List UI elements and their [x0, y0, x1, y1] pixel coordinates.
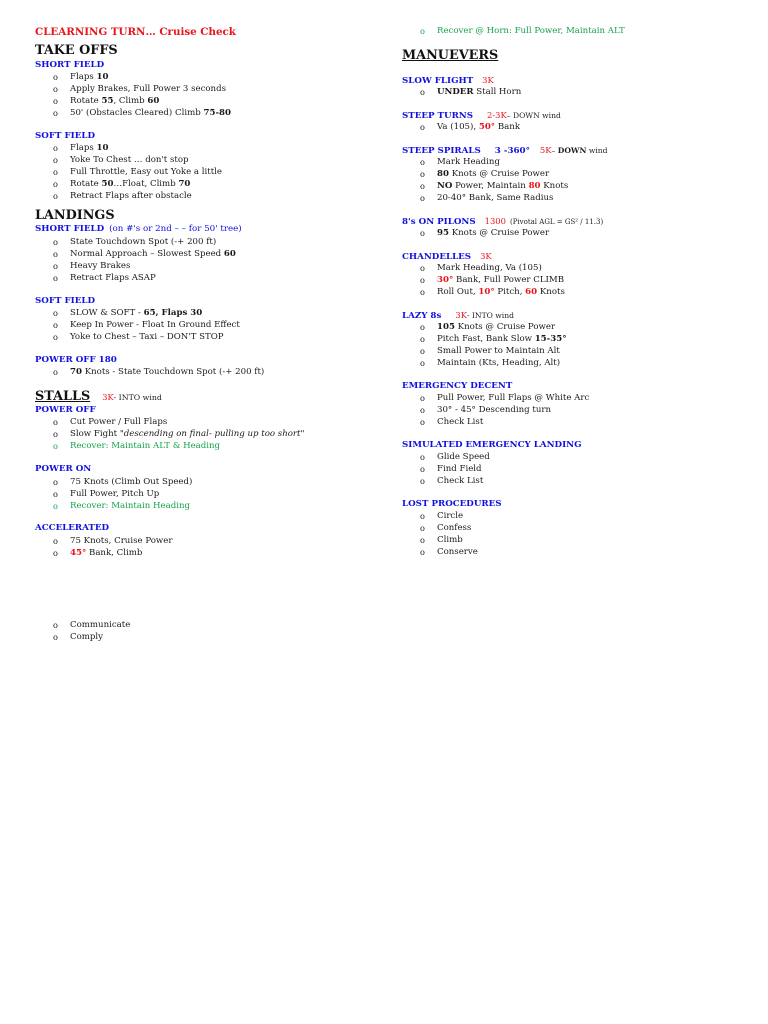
item-text-segment: 10 — [96, 143, 109, 153]
bullet-icon: o — [420, 287, 425, 297]
bullet-icon: o — [420, 181, 425, 191]
item-text-segment: 95 — [437, 228, 449, 238]
list-item — [35, 142, 380, 154]
accelerated-stall-list — [35, 535, 380, 559]
item-text-segment: Knots — [537, 287, 565, 297]
list-item — [35, 190, 380, 202]
takeoff-soft-field-label: SOFT FIELD — [35, 131, 95, 141]
bullet-icon: o — [420, 228, 425, 238]
bullet-icon: o — [53, 237, 58, 247]
accelerated-stall-label: ACCELERATED — [35, 523, 110, 533]
bullet-icon: o — [420, 417, 425, 427]
list-item — [402, 286, 752, 298]
item-text-segment: Comply — [70, 632, 104, 642]
item-text-segment: Communicate — [70, 620, 131, 630]
bullet-icon: o — [53, 548, 58, 558]
slow-flight-list — [402, 86, 752, 98]
lost-procedures-label: LOST PROCEDURES — [402, 499, 502, 509]
list-item — [35, 178, 380, 190]
list-item — [402, 392, 752, 404]
item-text-segment: Small Power to Maintain Alt — [437, 346, 560, 356]
list-item — [402, 357, 752, 369]
item-text-segment: 75 Knots (Climb Out Speed) — [70, 477, 193, 487]
list-item — [402, 333, 752, 345]
list-item — [35, 619, 380, 631]
item-text-segment: 65, Flaps 30 — [143, 308, 203, 318]
item-text-segment: Rotate — [70, 96, 102, 106]
item-text-segment: Cut Power / Full Flaps — [70, 417, 168, 427]
list-item — [35, 166, 380, 178]
item-text-segment: 70 — [178, 179, 191, 189]
chandelles-label: CHANDELLES 3K — [402, 251, 492, 262]
list-item — [402, 546, 752, 558]
bullet-icon: o — [53, 84, 58, 94]
stalls-altitude-tag: 3K — [102, 392, 114, 402]
item-text-segment: 10 — [96, 72, 109, 82]
item-text-segment: Knots @ Cruise Power — [448, 169, 550, 179]
bullet-icon: o — [420, 523, 425, 533]
item-text-segment: 75 Knots, Cruise Power — [70, 536, 173, 546]
item-text-segment: Recover: Maintain ALT & Heading — [70, 441, 221, 451]
item-text-segment: , Climb — [113, 96, 148, 106]
list-item — [402, 156, 752, 168]
stalls-heading: STALLS — [35, 389, 91, 404]
item-text-segment: NO — [437, 181, 453, 191]
item-text-segment: 55 — [101, 96, 114, 106]
lazy8s-wind-note: - INTO wind — [466, 311, 514, 320]
steep-spirals-tag: 5K — [539, 145, 552, 155]
item-text-segment: 15-35° — [534, 334, 567, 344]
maneuvers-heading: MANUEVERS — [402, 48, 499, 63]
bullet-icon: o — [53, 441, 58, 451]
list-item — [35, 83, 380, 95]
list-item — [35, 488, 380, 500]
bullet-icon: o — [53, 72, 58, 82]
item-text-segment: Glide Speed — [437, 452, 490, 462]
bullet-icon: o — [53, 96, 58, 106]
item-text-segment: State Touchdown Spot (-+ 200 ft) — [70, 237, 217, 247]
lazy8s-list — [402, 321, 752, 369]
item-text-segment: Pull Power, Full Flaps @ White Arc — [437, 393, 590, 403]
item-text-segment: 45° — [70, 548, 87, 558]
item-text-segment: Flaps — [70, 143, 97, 153]
item-text-segment: Check List — [437, 417, 484, 427]
sim-emergency-label: SIMULATED EMERGENCY LANDING — [402, 440, 582, 450]
item-text-segment: 20-40° Bank, Same Radius — [437, 193, 554, 203]
item-text-segment: Conserve — [437, 547, 478, 557]
item-text-segment: Confess — [437, 523, 472, 533]
sim-emergency-list — [402, 451, 752, 487]
item-text-segment: 60 — [525, 287, 538, 297]
steep-turns-list — [402, 121, 752, 133]
item-text-segment: 60 — [147, 96, 160, 106]
item-text-segment: 60 — [223, 249, 236, 259]
steep-turns-label: STEEP TURNS 2-3K – DOWN wind — [402, 110, 561, 121]
bullet-icon: o — [53, 167, 58, 177]
list-item — [35, 547, 380, 559]
list-item — [35, 440, 380, 452]
item-text-segment: Mark Heading — [437, 157, 500, 167]
bullet-icon: o — [53, 501, 58, 511]
item-text-segment: 30° - 45° Descending turn — [437, 405, 552, 415]
item-text-segment: Check List — [437, 476, 484, 486]
bullet-icon: o — [420, 476, 425, 486]
bullet-icon: o — [420, 157, 425, 167]
bullet-icon: o — [53, 477, 58, 487]
bullet-icon: o — [53, 273, 58, 283]
bullet-icon: o — [53, 143, 58, 153]
list-item — [402, 416, 752, 428]
stalls-heading-row — [35, 390, 380, 404]
list-item — [402, 86, 752, 98]
bullet-icon: o — [420, 547, 425, 557]
slow-flight-label: SLOW FLIGHT 3K — [402, 75, 494, 86]
stall-power-on-label: POWER ON — [35, 464, 92, 474]
stall-power-off-list — [35, 416, 380, 452]
list-item — [402, 192, 752, 204]
item-text-segment: …Float, Climb — [113, 179, 179, 189]
list-item — [402, 321, 752, 333]
list-item — [35, 248, 380, 260]
slow-flight-tag: 3K — [482, 75, 494, 85]
item-text-segment: 80 — [528, 181, 541, 191]
steep-spirals-degrees: 3 -360° — [494, 146, 530, 156]
item-text-segment: Yoke to Chest – Taxi – DON'T STOP — [70, 332, 224, 342]
item-text-segment: 30° — [437, 275, 454, 285]
item-text-segment: Normal Approach – Slowest Speed — [70, 249, 224, 259]
item-text-segment: Find Field — [437, 464, 482, 474]
item-text-segment: Bank, Climb — [86, 548, 143, 558]
steep-spirals-wind-note: – DOWN wind — [551, 146, 608, 155]
list-item — [35, 500, 380, 512]
list-item — [35, 71, 380, 83]
takeoffs-heading: TAKE OFFS — [35, 43, 118, 58]
list-item — [402, 25, 752, 37]
item-text-segment: 105 — [437, 322, 455, 332]
bullet-icon: o — [420, 334, 425, 344]
bullet-icon: o — [420, 169, 425, 179]
list-item — [35, 416, 380, 428]
bullet-icon: o — [420, 452, 425, 462]
takeoff-short-field-list — [35, 71, 380, 119]
item-text-segment: Knots @ Cruise Power — [454, 322, 556, 332]
list-item — [402, 121, 752, 133]
list-item — [402, 475, 752, 487]
item-text-segment: 10° — [478, 287, 495, 297]
bullet-icon: o — [420, 393, 425, 403]
bullet-icon: o — [420, 26, 425, 36]
power-off-180-list — [35, 366, 380, 378]
bullet-icon: o — [53, 308, 58, 318]
item-text-segment: UNDER — [437, 87, 474, 97]
list-item — [35, 272, 380, 284]
item-text-segment: Rotate — [70, 179, 102, 189]
item-text-segment: 70 — [70, 367, 82, 377]
steep-turns-wind-note: – DOWN wind — [506, 111, 561, 120]
item-text-segment: Retract Flaps after obstacle — [70, 191, 192, 201]
bullet-icon: o — [53, 620, 58, 630]
bullet-icon: o — [53, 332, 58, 342]
item-text-segment: Va (105), — [437, 122, 479, 132]
list-item — [35, 428, 380, 440]
item-text-segment: Pitch, — [494, 287, 526, 297]
bullet-icon: o — [53, 320, 58, 330]
list-item — [402, 451, 752, 463]
bullet-icon: o — [53, 536, 58, 546]
landing-short-field-note: (on #'s or 2nd – – for 50' tree) — [109, 224, 242, 234]
bullet-icon: o — [420, 322, 425, 332]
recover-horn-list — [402, 25, 752, 37]
list-item — [402, 404, 752, 416]
bullet-icon: o — [53, 179, 58, 189]
list-item — [402, 510, 752, 522]
pilons-label: 8's ON PILONS 1300 (Pivotal AGL = GS² / 11.3) — [402, 216, 604, 227]
item-text-segment: SLOW & SOFT - — [70, 308, 144, 318]
item-text-segment: Climb — [437, 535, 463, 545]
bullet-icon: o — [53, 108, 58, 118]
stalls-wind-note: - INTO wind — [113, 393, 162, 402]
list-item — [402, 168, 752, 180]
bullet-icon: o — [420, 275, 425, 285]
list-item — [35, 476, 380, 488]
bullet-icon: o — [53, 367, 58, 377]
bullet-icon: o — [53, 249, 58, 259]
item-text-segment: Roll Out, — [437, 287, 479, 297]
stall-power-on-list — [35, 476, 380, 512]
bullet-icon: o — [420, 122, 425, 132]
item-text-segment: Stall Horn — [473, 87, 522, 97]
item-text-segment: Recover @ Horn: Full Power, Maintain ALT — [437, 26, 625, 36]
landing-soft-field-label: SOFT FIELD — [35, 296, 95, 306]
item-text-segment: Knots - State Touchdown Spot (-+ 200 ft) — [81, 367, 265, 377]
chandelles-list — [402, 262, 752, 298]
item-text-segment: Recover: Maintain Heading — [70, 501, 191, 511]
list-item — [35, 366, 380, 378]
bullet-icon: o — [420, 511, 425, 521]
list-item — [402, 463, 752, 475]
item-text-segment: Power, Maintain — [452, 181, 529, 191]
list-item — [35, 331, 380, 343]
pilons-list — [402, 227, 752, 239]
stall-power-off-label: POWER OFF — [35, 405, 96, 415]
item-text-segment: Knots — [540, 181, 569, 191]
bullet-icon: o — [53, 417, 58, 427]
takeoff-soft-field-list — [35, 142, 380, 202]
pilons-tag: 1300 — [484, 216, 506, 226]
item-text-segment: 50 — [101, 179, 114, 189]
bullet-icon: o — [53, 261, 58, 271]
emergency-decent-list — [402, 392, 752, 428]
landing-soft-field-list — [35, 307, 380, 343]
item-text-segment: Full Power, Pitch Up — [70, 489, 160, 499]
item-text-segment: Flaps — [70, 72, 97, 82]
list-item — [35, 95, 380, 107]
bottom-list — [35, 619, 380, 643]
list-item — [35, 307, 380, 319]
item-text-segment: Circle — [437, 511, 464, 521]
item-text-segment: Bank, Full Power CLIMB — [453, 275, 565, 285]
steep-turns-tag: 2-3K — [487, 110, 507, 120]
landings-heading: LANDINGS — [35, 208, 115, 223]
item-text-segment: Slow Fight — [70, 429, 120, 439]
item-text-segment: Full Throttle, Easy out Yoke a little — [70, 167, 222, 177]
bullet-icon: o — [420, 263, 425, 273]
bullet-icon: o — [420, 193, 425, 203]
item-text-segment: 80 — [437, 169, 449, 179]
pilons-note: (Pivotal AGL = GS² / 11.3) — [509, 218, 604, 226]
list-item — [35, 260, 380, 272]
list-item — [35, 154, 380, 166]
bullet-icon: o — [420, 464, 425, 474]
item-text-segment: Yoke To Chest … don't stop — [70, 155, 189, 165]
bullet-icon: o — [420, 346, 425, 356]
list-item — [402, 227, 752, 239]
steep-spirals-label: STEEP SPIRALS 3 -360° 5K – DOWN wind — [402, 145, 608, 156]
emergency-decent-label: EMERGENCY DECENT — [402, 381, 513, 391]
item-text-segment: Heavy Brakes — [70, 261, 131, 271]
list-item — [35, 107, 380, 119]
bullet-icon: o — [53, 489, 58, 499]
item-text-segment: Mark Heading, Va (105) — [437, 263, 542, 273]
bullet-icon: o — [420, 405, 425, 415]
item-text-segment: Apply Brakes, Full Power 3 seconds — [70, 84, 227, 94]
list-item — [402, 180, 752, 192]
landing-short-field-list — [35, 236, 380, 284]
list-item — [402, 534, 752, 546]
bullet-icon: o — [420, 535, 425, 545]
takeoff-short-field-label: SHORT FIELD — [35, 60, 105, 70]
item-text-segment: Knots @ Cruise Power — [448, 228, 550, 238]
list-item — [35, 236, 380, 248]
item-text-segment: 75-80 — [203, 108, 231, 118]
item-text-segment: Bank — [495, 122, 521, 132]
item-text-segment: Pitch Fast, Bank Slow — [437, 334, 535, 344]
list-item — [35, 631, 380, 643]
list-item — [402, 522, 752, 534]
chandelles-tag: 3K — [480, 251, 492, 261]
power-off-180-label: POWER OFF 180 — [35, 355, 117, 365]
lost-procedures-list — [402, 510, 752, 558]
bullet-icon: o — [53, 155, 58, 165]
item-text-segment: 50° — [478, 122, 496, 132]
clearing-turn-title: CLEARNING TURN… Cruise Check — [35, 26, 236, 38]
item-text-segment: 50' (Obstacles Cleared) Climb — [70, 108, 204, 118]
bullet-icon: o — [420, 87, 425, 97]
list-item — [35, 535, 380, 547]
bullet-icon: o — [53, 429, 58, 439]
list-item — [402, 345, 752, 357]
lazy8s-tag: 3K — [455, 310, 467, 320]
steep-spirals-list — [402, 156, 752, 204]
lazy8s-label: LAZY 8s 3K - INTO wind — [402, 310, 514, 321]
list-item — [402, 262, 752, 274]
bullet-icon: o — [53, 191, 58, 201]
list-item — [35, 319, 380, 331]
bullet-icon: o — [53, 632, 58, 642]
bullet-icon: o — [420, 358, 425, 368]
list-item — [402, 274, 752, 286]
landing-short-field-label: SHORT FIELD (on #'s or 2nd – – for 50' tree) — [35, 224, 242, 234]
item-text-segment: Retract Flaps ASAP — [70, 273, 156, 283]
item-text-segment: "descending on final- pulling up too short" — [119, 429, 305, 439]
item-text-segment: Maintain (Kts, Heading, Alt) — [437, 358, 561, 368]
item-text-segment: Keep In Power - Float In Ground Effect — [70, 320, 240, 330]
